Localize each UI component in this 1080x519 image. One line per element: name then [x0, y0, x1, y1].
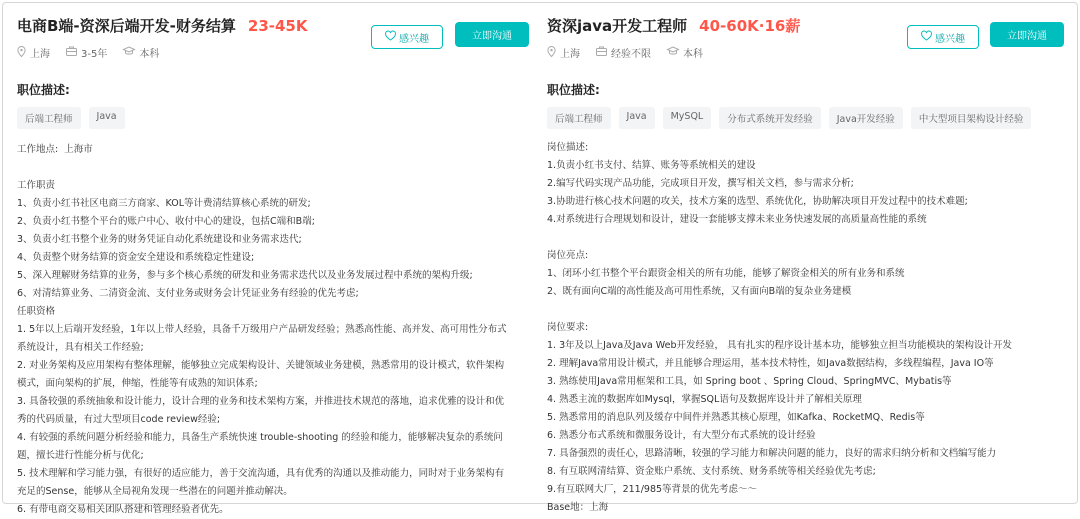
description-line: 3. 熟练使用Java常用框架和工具，如 Spring boot 、Spring Cloud、SpringMVC、Mybatis等	[547, 376, 952, 387]
meta-experience-text: 经验不限	[611, 49, 651, 60]
section-title: 职位描述:	[17, 83, 70, 97]
work-location	[17, 141, 525, 159]
tag: Java开发经验	[829, 107, 903, 129]
location-pin-icon	[547, 46, 556, 60]
tag: 后端工程师	[17, 107, 81, 129]
meta-degree-text: 本科	[139, 49, 160, 60]
description-line: 1. 5年以上后端开发经验，1年以上带人经验，具备千万级用户产品研发经验；熟悉高性能、高并发、高可用性分布式	[17, 324, 507, 335]
title-row	[547, 15, 800, 36]
job-description	[17, 141, 525, 519]
job-title: 电商B端-资深后端开发-财务结算	[17, 17, 236, 35]
meta-degree-text: 本科	[683, 49, 703, 60]
job-title: 资深java开发工程师	[547, 17, 688, 35]
tag: 后端工程师	[547, 107, 611, 129]
meta-city-text: 上海	[30, 49, 50, 60]
description-line: 模式，面向架构的扩展，伸缩，性能等有成熟的知识体系;	[17, 378, 258, 389]
description-line: 2、负责小红书整个平台的账户中心、收付中心的建设，包括C端和B端;	[17, 216, 315, 227]
description-line: 2、既有面向C端的高性能及高可用性系统，又有面向B端的复杂业务建模	[547, 286, 852, 297]
description-line: 岗位要求:	[547, 322, 589, 333]
description-line: 1、负责小红书社区电商三方商家、KOL等计费清结算核心系统的研发;	[17, 198, 311, 209]
description-line: 4. 熟悉主流的数据库如Mysql，掌握SQL语句及数据库设计并了解相关原理	[547, 394, 862, 405]
location-label: 工作地点:	[17, 144, 59, 155]
tag-list	[547, 107, 1031, 129]
description-line: 4. 有较强的系统问题分析经验和能力，具备生产系统快速 trouble-shooting 的经验和能力，能够解决复杂的系统问	[17, 432, 503, 443]
tag: Java	[619, 107, 655, 129]
job-header	[543, 3, 1073, 73]
description-line: 5. 熟悉常用的消息队列及缓存中间件并熟悉其核心原理，如Kafka、RocketMQ、Redis等	[547, 412, 925, 423]
description-line: 工作职责	[17, 180, 56, 191]
description-line: 6、对清结算业务、二清资金流、支付业务或财务会计凭证业务有经验的优先考虑;	[17, 288, 359, 299]
chat-button[interactable]: 立即沟通	[455, 22, 529, 47]
job-meta	[17, 45, 159, 60]
description-line: 3. 具备较强的系统抽象和设计能力，设计合理的业务和技术架构方案，并推进技术规范的落地，追求优雅的设计和优	[17, 396, 505, 407]
description-line: 4、负责整个财务结算的资金安全建设和系统稳定性建设;	[17, 252, 255, 263]
location-pin-icon	[17, 46, 26, 60]
description-line: 8. 有互联网清结算、资金账户系统、支付系统、财务系统等相关经验优先考虑;	[547, 466, 876, 477]
meta-city-text: 上海	[560, 49, 580, 60]
description-line: 1、闭环小红书整个平台跟资金相关的所有功能，能够了解资金相关的所有业务和系统	[547, 268, 905, 279]
job-description	[547, 139, 1077, 517]
meta-city	[17, 45, 50, 60]
blank-line	[17, 159, 525, 177]
blank-line	[547, 229, 1077, 247]
description-line: 秀的代码质量，有过大型项目code review经验;	[17, 414, 221, 425]
graduation-cap-icon	[667, 46, 679, 59]
tag: 中大型项目架构设计经验	[911, 107, 1032, 129]
screenshot-frame	[2, 2, 1078, 515]
description-line: 9.有互联网大厂，211/985等背景的优先考虑～～	[547, 484, 758, 495]
interest-label: 感兴趣	[935, 33, 965, 45]
description-line: 岗位亮点:	[547, 250, 589, 261]
meta-degree	[123, 45, 159, 60]
description-line: 3.协助进行核心技术问题的攻关，技术方案的选型、系统优化，协助解决项目开发过程中的技术难题;	[547, 196, 968, 207]
description-line: 1. 3年及以上Java及Java Web开发经验， 具有扎实的程序设计基本功，能够独立担当功能模块的架构设计开发	[547, 340, 1013, 351]
meta-city	[547, 45, 580, 60]
tag-list	[17, 107, 125, 129]
meta-experience-text: 3-5年	[81, 49, 108, 60]
briefcase-icon	[596, 46, 607, 59]
description-line: 题，擅长进行性能分析与优化;	[17, 450, 144, 461]
briefcase-icon	[66, 46, 77, 59]
description-line: 系统设计，具有相关工作经验;	[17, 342, 144, 353]
description-line: 2.编写代码实现产品功能，完成项目开发，撰写相关文档，参与需求分析;	[547, 178, 854, 189]
meta-experience	[596, 45, 651, 60]
job-meta	[547, 45, 703, 60]
description-line: 5. 技术理解和学习能力强，有很好的适应能力，善于交流沟通，具有优秀的沟通以及推动能力，同时对于业务架构有	[17, 468, 505, 479]
description-line: Base地：上海	[547, 502, 609, 513]
description-line: 6. 熟悉分布式系统和微服务设计，有大型分布式系统的设计经验	[547, 430, 816, 441]
chat-button[interactable]: 立即沟通	[990, 22, 1064, 47]
interest-button[interactable]	[371, 25, 443, 49]
tag: MySQL	[663, 107, 712, 129]
description-line: 1.负责小红书支付、结算、账务等系统相关的建设	[547, 160, 756, 171]
description-line: 任职资格	[17, 306, 56, 317]
description-line: 3、负责小红书整个业务的财务凭证自动化系统建设和业务需求迭代;	[17, 234, 302, 245]
heart-icon	[385, 31, 396, 44]
title-row	[17, 15, 308, 36]
meta-experience	[66, 45, 107, 60]
description-line: 2. 对业务架构及应用架构有整体理解，能够独立完成架构设计、关键领域业务建模，熟悉常用的设计模式，软件架构	[17, 360, 505, 371]
description-line: 5、深入理解财务结算的业务，参与多个核心系统的研发和业务需求迭代以及业务发展过程中系统的架构升级;	[17, 270, 473, 281]
salary: 40-60K·16薪	[699, 17, 801, 35]
job-card-left	[13, 3, 523, 515]
graduation-cap-icon	[123, 46, 135, 59]
description-line: 充足的Sense，能够从全局视角发现一些潜在的问题并推动解决。	[17, 486, 293, 497]
salary: 23-45K	[247, 17, 308, 35]
job-header	[13, 3, 523, 73]
interest-label: 感兴趣	[399, 33, 429, 45]
section-title: 职位描述:	[547, 83, 600, 97]
description-line: 6. 有带电商交易相关团队搭建和管理经验者优先。	[17, 504, 229, 515]
tag: 分布式系统开发经验	[719, 107, 821, 129]
tag: Java	[89, 107, 125, 129]
job-card-right	[543, 3, 1073, 513]
interest-button[interactable]	[907, 25, 979, 49]
location-value: 上海市	[64, 144, 93, 155]
description-line: 4.对系统进行合理规划和设计，建设一套能够支撑未来业务快速发展的高质量高性能的系统	[547, 214, 927, 225]
description-line: 2. 理解Java常用设计模式，并且能够合理运用，基本技术特性，如Java数据结构，多线程编程，Java IO等	[547, 358, 994, 369]
heart-icon	[921, 31, 932, 44]
meta-degree	[667, 45, 703, 60]
description-line: 7. 具备强烈的责任心，思路清晰，较强的学习能力和解决问题的能力，良好的需求归纳分析和文档编写能力	[547, 448, 997, 459]
description-line: 岗位描述:	[547, 142, 589, 153]
blank-line	[547, 301, 1077, 319]
